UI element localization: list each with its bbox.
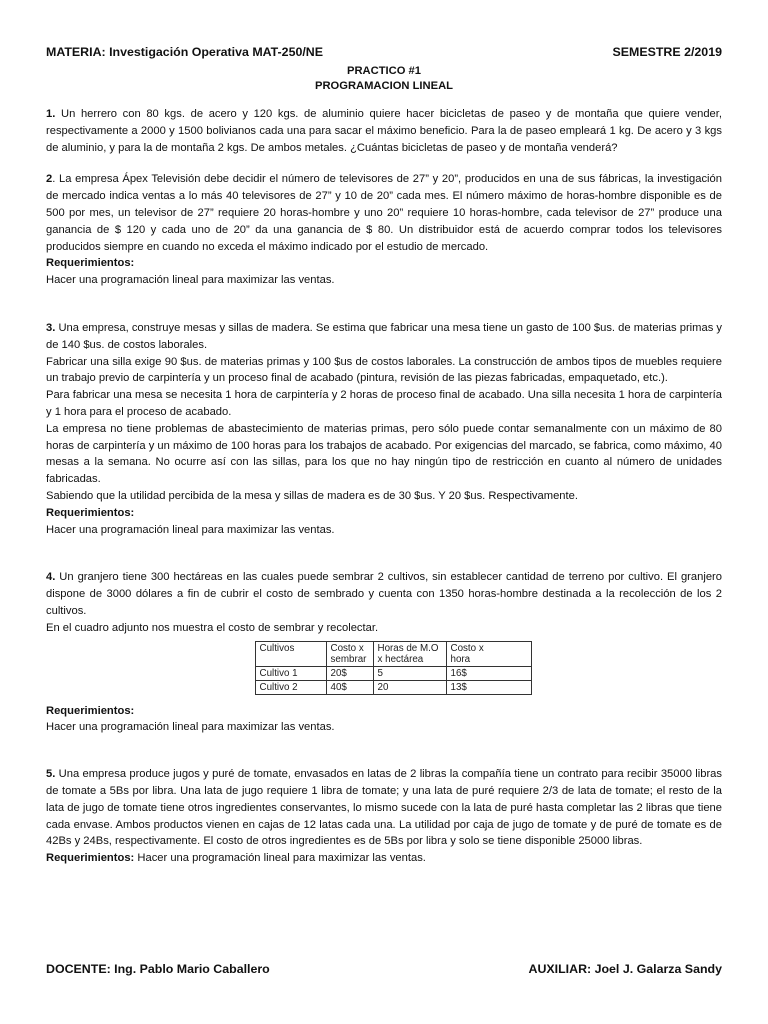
- page-header: [46, 44, 722, 60]
- problem-5-requirements-label: Requerimientos:: [46, 852, 135, 865]
- subject-label: MATERIA: Investigación Operativa MAT-250/NE: [46, 45, 324, 59]
- teacher-label: DOCENTE: Ing. Pablo Mario Caballero: [46, 962, 270, 976]
- problem-5-requirements-text: Hacer una programación lineal para maximizar las ventas.: [134, 852, 426, 865]
- problem-3-line-d: La empresa no tiene problemas de abastecimiento de materias primas, pero sólo puede contar semanalmente con un máximo de 80 horas de carpintería y un máximo de 100 horas para los trabajos de acabado. Por exigencias del marcado, se fabrica, como máximo, 40 mesas a la semana. No ocurre así con las sillas, para los que no hay ningún tipo de restricción en cuanto al número de unidades fabricadas.: [46, 422, 722, 486]
- problem-1-body: Un herrero con 80 kgs. de acero y 120 kgs. de aluminio quiere hacer bicicletas de paseo y de montaña que quiere vender, respectivamente a 2000 y 1500 bolivianos cada una para sacar el máximo beneficio. Para la de paseo empleará 1 kg. De acero y 3 kgs de aluminio, y para la de montaña 2 kgs. De ambos metales. ¿Cuántas bicicletas de paseo y de montaña venderá?: [46, 108, 722, 154]
- problem-1-number: 1.: [46, 108, 56, 120]
- cost-table: [255, 641, 532, 695]
- problem-4: [46, 569, 722, 736]
- table-cell: 20: [373, 680, 446, 694]
- table-header-cell: Horas de M.O x hectárea: [373, 641, 446, 666]
- problem-1: [46, 106, 722, 156]
- table-cell: Cultivo 1: [255, 666, 326, 680]
- table-header-row: [255, 641, 531, 666]
- problem-3-line-a: [46, 320, 722, 354]
- problem-2-number: 2: [46, 173, 53, 186]
- problem-2-requirements-label: Requerimientos:: [46, 257, 135, 270]
- problem-2-requirements-text: Hacer una programación lineal para maximizar las ventas.: [46, 274, 335, 287]
- cost-table-wrapper: [46, 641, 722, 695]
- table-cell: 13$: [446, 680, 531, 694]
- semester-label: SEMESTRE 2/2019: [612, 45, 722, 59]
- problem-5-requirements: [46, 850, 722, 867]
- problem-4-line-b: En el cuadro adjunto nos muestra el costo de sembrar y recolectar.: [46, 621, 379, 634]
- problem-3: [46, 320, 722, 538]
- table-header-cell: Cultivos: [255, 641, 326, 666]
- problem-3-requirements-text: Hacer una programación lineal para maximizar las ventas.: [46, 523, 335, 536]
- problem-4-requirements-text: Hacer una programación lineal para maximizar las ventas.: [46, 721, 335, 734]
- table-header-cell: Costo x sembrar: [326, 641, 373, 666]
- page-footer: [46, 961, 722, 977]
- problem-1-text: [46, 106, 722, 156]
- problem-4-requirements-label: Requerimientos:: [46, 704, 135, 717]
- table-row: [255, 666, 531, 680]
- practice-subtitle: PROGRAMACION LINEAL: [315, 80, 453, 92]
- problem-4-body-a: Un granjero tiene 300 hectáreas en las cuales puede sembrar 2 cultivos, sin establecer cantidad de terreno por cultivo. El granjero dispone de 3000 dólares a fin de cubrir el costo de sembrado y cuenta con 1350 horas-hombre destinada a la recolección de los 2 cultivos.: [46, 571, 722, 617]
- problem-2-text: [46, 171, 722, 255]
- table-cell: 20$: [326, 666, 373, 680]
- table-cell: Cultivo 2: [255, 680, 326, 694]
- table-row: [255, 680, 531, 694]
- problem-3-body-a: Una empresa, construye mesas y sillas de madera. Se estima que fabricar una mesa tiene un gasto de 100 $us. de materias primas y de 140 $us. de costos laborales.: [46, 321, 722, 351]
- problem-5-number: 5.: [46, 768, 56, 781]
- problem-5: [46, 766, 722, 867]
- assistant-label: AUXILIAR: Joel J. Galarza Sandy: [528, 962, 722, 976]
- problem-5-text: [46, 766, 722, 850]
- table-cell: 16$: [446, 666, 531, 680]
- table-cell: 40$: [326, 680, 373, 694]
- problem-4-number: 4.: [46, 571, 56, 584]
- problem-3-line-c: Para fabricar una mesa se necesita 1 hora de carpintería y 2 horas de proceso final de acabado. Una silla necesita 1 hora de carpintería y 1 hora para el proceso de acabado.: [46, 389, 722, 418]
- problem-3-line-e: Sabiendo que la utilidad percibida de la mesa y sillas de madera es de 30 $us. Y 20 $us. Respectivamente.: [46, 489, 578, 502]
- problem-3-line-b: Fabricar una silla exige 90 $us. de materias primas y 100 $us de costos laborales. La construcción de ambos tipos de muebles requiere un trabajo previo de carpintería y un proceso final de acabado (pintura, revisión de las piezas fabricadas, empaquetado, etc.).: [46, 355, 722, 385]
- problem-2: [46, 171, 722, 289]
- problem-4-line-a: [46, 569, 722, 619]
- problem-3-requirements-label: Requerimientos:: [46, 506, 135, 519]
- problem-2-body: . La empresa Ápex Televisión debe decidir el número de televisores de 27” y 20”, producidos en una de sus fábricas, la investigación de mercado indica ventas a lo más 40 televisores de 27” y 10 de 20” cada mes. El número máximo de horas-hombre disponible es de 500 por mes, un televisor de 27” requiere 20 horas-hombre y uno 20” requiere 10 horas-hombre, cada televisor de 27” produce una ganancia de $ 120 y cada uno de 20” da una ganancia de $ 80. Un distribuidor está de acuerdo comprar todos los televisores producidos siempre en cuando no exceda el máximo indicado por el estudio de mercado.: [46, 173, 722, 253]
- problem-5-body: Una empresa produce jugos y puré de tomate, envasados en latas de 2 libras la compañía tiene un contrato para recibir 35000 libras de tomate a 5Bs por libra. Una lata de jugo requiere 1 libra de tomate; y una lata de puré requiere 2/3 de lata de tomate; el resto de la lata de jugo de tomate tiene otros ingredientes conservantes, lo mismo sucede con la lata de puré hasta completar las 2 libras que tiene cada envase. Ambos productos vienen en cajas de 12 latas cada una. La utilidad por caja de jugo de tomate y de puré de tomate es de 42Bs y 24Bs, respectivamente. El costo de otros ingredientes es de 5Bs por libra y solo se tiene disponible 25000 libras.: [46, 768, 722, 848]
- table-header-cell: Costo x hora: [446, 641, 531, 666]
- problem-3-number: 3.: [46, 321, 56, 334]
- table-cell: 5: [373, 666, 446, 680]
- practice-title: PRACTICO #1: [347, 65, 421, 77]
